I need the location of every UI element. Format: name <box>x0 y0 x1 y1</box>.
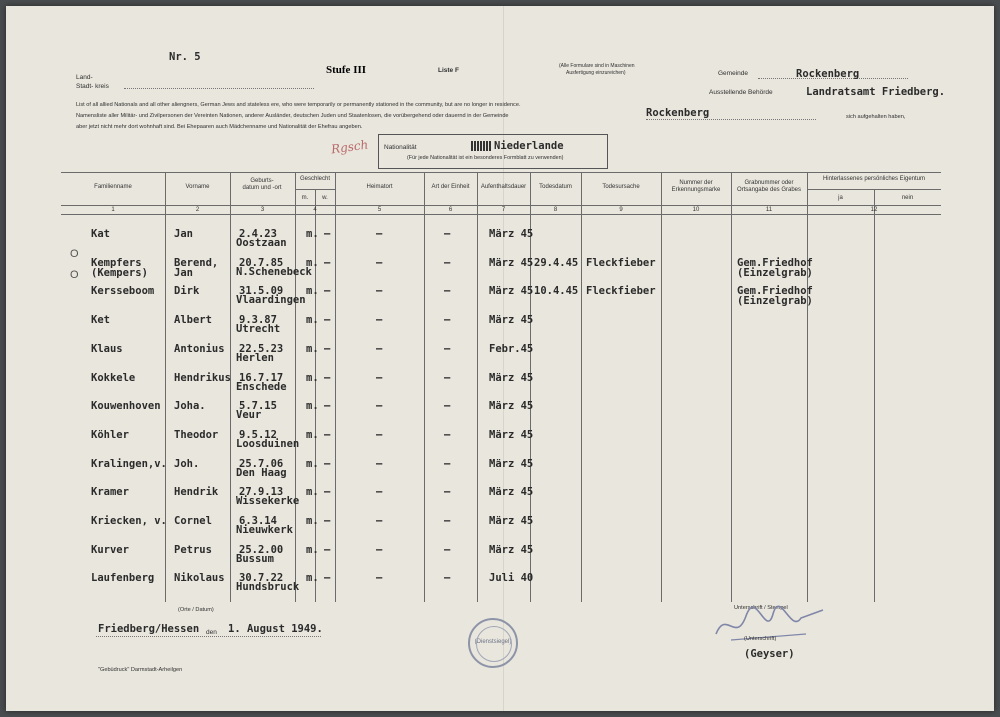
cell-geb: 25.7.06 <box>239 457 284 470</box>
cell-name: Kurver <box>91 543 129 556</box>
cell-heimat: – <box>376 457 383 470</box>
col-header-vorname: Vorname <box>185 184 210 190</box>
cell-heimat: – <box>376 486 383 499</box>
margin-mark: O <box>70 248 79 260</box>
cell-einheit: – <box>444 371 451 384</box>
col-header-familienname: Familienname <box>94 184 132 190</box>
cell-ort: Vlaardingen <box>236 294 306 307</box>
cell-einheit: – <box>444 228 451 240</box>
cell-ort: Veur <box>236 409 262 422</box>
cell-ursache: Fleckfieber <box>586 256 656 269</box>
nationality-label: Nationalität <box>384 144 417 151</box>
cell-vorname: Cornel <box>174 515 212 527</box>
cell-aufenthalt: März 45 <box>489 400 534 413</box>
col-num: 5 <box>377 207 382 213</box>
cell-dash: – <box>324 457 331 470</box>
form-note-1: (Alle Formulare sind in Maschinen <box>559 63 635 69</box>
cell-heimat: – <box>376 428 383 441</box>
cell-heimat: – <box>376 314 383 327</box>
cell-aufenthalt: März 45 <box>489 256 534 269</box>
col-header-eigentum: Hinterlassenes persönliches Eigentum <box>822 176 926 182</box>
signer-name: (Geyser) <box>744 648 795 660</box>
cell-ort: Hundsbruck <box>236 581 300 594</box>
cell-name: Kriecken, v. <box>91 515 167 527</box>
cell-dash: – <box>324 228 331 240</box>
cell-dash: – <box>324 285 331 298</box>
behoerde-label: Ausstellende Behörde <box>709 89 773 96</box>
col-num: 1 <box>111 207 115 213</box>
cell-ort: N.Schenebeck <box>236 265 312 278</box>
cell-name: Köhler <box>91 428 129 441</box>
cell-vorname: Theodor <box>174 428 219 441</box>
cell-name: Kersseboom <box>91 285 155 298</box>
kreis-label: Stadt- kreis <box>76 83 109 90</box>
cell-ort: Den Haag <box>236 466 287 479</box>
cell-heimat: – <box>376 256 383 269</box>
cell-geb: 31.5.09 <box>239 285 284 298</box>
intro-text-en: List of all allied Nationals and all other aliengners, German Jews and stateless ere, who were temporarily or permanently stationed in the community, but are no longer in residence. <box>76 102 521 108</box>
cell-ort: Wissekerke <box>236 495 300 508</box>
cell-einheit: – <box>444 285 451 298</box>
cell-vorname: Berend, <box>174 256 219 269</box>
cell-sex: m. <box>306 543 319 556</box>
cell-geb: 16.7.17 <box>239 371 284 384</box>
cell-ort: Oostzaan <box>236 237 287 249</box>
cell-grab2: (Einzelgrab) <box>737 266 813 279</box>
col-header-erkennungsmarke: Nummer der Erkennungsmarke <box>671 180 721 193</box>
col-num: 8 <box>553 207 558 213</box>
cell-ort: Enschede <box>236 380 287 393</box>
cell-vorname: Nikolaus <box>174 572 225 585</box>
cell-vorname: Jan <box>174 228 193 240</box>
cell-vorname: Albert <box>174 314 212 327</box>
col-header-aufenthalt: Aufenthaltsdauer <box>480 184 527 190</box>
nationality-note: (Für jede Nationalität ist ein besonderes Formblatt zu verwenden) <box>407 155 564 161</box>
col-header-grab: Grabnummer oder Ortsangabe des Grabes <box>736 180 802 193</box>
cell-dash: – <box>324 256 331 269</box>
cell-aufenthalt: März 45 <box>489 515 534 527</box>
cell-grab: Gem.Friedhof <box>737 256 813 269</box>
intro-text-de-2: aber jetzt nicht mehr dort wohnhaft sind. Bei Ehepaaren auch Mädchenname und Nationalität der Ehefrau angeben. <box>76 124 363 130</box>
cell-einheit: – <box>444 457 451 470</box>
cell-dash: – <box>324 572 331 585</box>
nationality-box <box>378 134 608 169</box>
cell-aufenthalt: März 45 <box>489 285 534 298</box>
cell-aufenthalt: März 45 <box>489 371 534 384</box>
liste-label: Liste F <box>438 67 459 74</box>
cell-aufenthalt: März 45 <box>489 314 534 327</box>
cell-geb: 6.3.14 <box>239 515 277 527</box>
cell-heimat: – <box>376 400 383 413</box>
form-note-2: Ausfertigung einzureichen) <box>566 70 626 76</box>
seal-label: (Dienstsiegel) <box>474 639 512 645</box>
cell-tod: 29.4.45 <box>534 256 579 269</box>
cell-dash: – <box>324 428 331 441</box>
document-page <box>6 6 994 711</box>
cell-sex: m. <box>306 400 319 413</box>
cell-name: Kouwenhoven <box>91 400 161 413</box>
cell-dash: – <box>324 543 331 556</box>
cell-dash: – <box>324 371 331 384</box>
printer-note: "Gebüdruck" Darmstadt-Arheilgen <box>98 667 183 673</box>
cell-dash: – <box>324 486 331 499</box>
cell-grab: Gem.Friedhof <box>737 285 813 298</box>
margin-mark: O <box>70 269 79 281</box>
cell-vorname: Hendrikus <box>174 371 231 384</box>
col-num: 4 <box>313 207 317 213</box>
cell-name: Kramer <box>91 486 129 499</box>
col-header-ja: ja <box>838 195 843 201</box>
signature-sub: (Unterschrift) <box>744 636 777 642</box>
cell-sex: m. <box>306 314 319 327</box>
cell-geb: 30.7.22 <box>239 572 284 585</box>
intro-text-end: sich aufgehalten haben, <box>846 114 906 120</box>
stufe-title: Stufe III <box>326 64 367 76</box>
intro-place: Rockenberg <box>646 107 710 119</box>
cell-ort: Utrecht <box>236 323 281 336</box>
cell-vorname2: Jan <box>174 266 193 279</box>
cell-vorname: Joh. <box>174 457 200 470</box>
cell-tod: 10.4.45 <box>534 285 579 298</box>
cell-geb: 27.9.13 <box>239 486 284 499</box>
cell-geb: 9.3.87 <box>239 314 277 327</box>
intro-text-de: Namensliste aller Militär- und Zivilpersonen der Vereinten Nationen, anderer Ausländer, deutschen Juden und Staatenlosen, die vorübergehend oder dauernd in der Gemeinde <box>76 113 509 119</box>
col-header-heimatort: Heimatort <box>366 184 393 190</box>
cell-geb: 2.4.23 <box>239 228 277 240</box>
cell-aufenthalt: Juli 40 <box>489 572 534 585</box>
cell-einheit: – <box>444 314 451 327</box>
cell-name: Kempfers <box>91 256 142 269</box>
col-header-todesdatum: Todesdatum <box>539 184 572 190</box>
gemeinde-label: Gemeinde <box>718 70 748 77</box>
cell-aufenthalt: März 45 <box>489 457 534 470</box>
cell-geb: 20.7.85 <box>239 256 284 269</box>
col-header-geburt: Geburts-datum und -ort <box>242 178 282 191</box>
cell-sex: m. <box>306 256 319 269</box>
footer-den: den <box>206 629 217 636</box>
col-num: 2 <box>195 207 200 213</box>
col-num: 11 <box>765 207 773 213</box>
cell-geb: 25.2.00 <box>239 543 284 556</box>
cell-name: Ket <box>91 314 110 327</box>
cell-dash: – <box>324 314 331 327</box>
cell-einheit: – <box>444 256 451 269</box>
cell-vorname: Joha. <box>174 400 206 413</box>
col-header-w: w. <box>322 195 328 201</box>
col-header-nein: nein <box>901 195 914 201</box>
cell-heimat: – <box>376 572 383 585</box>
col-header-geschlecht: Geschlecht <box>299 176 330 182</box>
col-num: 12 <box>870 207 878 213</box>
cell-einheit: – <box>444 400 451 413</box>
cell-einheit: – <box>444 572 451 585</box>
ort-label: (Orte / Datum) <box>178 607 214 613</box>
cell-einheit: – <box>444 515 451 527</box>
cell-sex: m. <box>306 486 319 499</box>
cell-ort: Bussum <box>236 552 274 565</box>
cell-name: Klaus <box>91 342 123 355</box>
cell-vorname: Petrus <box>174 543 212 556</box>
signature-label: Unterschrift / Stempel <box>734 605 788 611</box>
cell-einheit: – <box>444 428 451 441</box>
cell-aufenthalt: März 45 <box>489 486 534 499</box>
behoerde-value: Landratsamt Friedberg. <box>806 86 946 98</box>
cell-heimat: – <box>376 285 383 298</box>
red-handwriting: Rgsch <box>330 137 370 157</box>
cell-name: Kralingen,v. <box>91 457 167 470</box>
col-num: 7 <box>501 207 506 213</box>
cell-ort: Herlen <box>236 351 274 364</box>
cell-vorname: Antonius <box>174 342 225 355</box>
cell-heimat: – <box>376 543 383 556</box>
cell-aufenthalt: Febr.45 <box>489 342 534 355</box>
cell-name: Kokkele <box>91 371 136 384</box>
cell-dash: – <box>324 400 331 413</box>
cell-ursache: Fleckfieber <box>586 285 656 298</box>
cell-einheit: – <box>444 543 451 556</box>
cell-sex: m. <box>306 285 319 298</box>
cell-aufenthalt: März 45 <box>489 543 534 556</box>
col-header-einheit: Art der Einheit <box>431 184 470 190</box>
cell-name: Laufenberg <box>91 572 155 585</box>
col-header-m: m. <box>301 195 309 201</box>
cell-sex: m. <box>306 515 319 527</box>
cell-vorname: Hendrik <box>174 486 219 499</box>
cell-name: Kat <box>91 228 110 240</box>
cell-einheit: – <box>444 486 451 499</box>
col-num: 9 <box>619 207 623 213</box>
cell-heimat: – <box>376 371 383 384</box>
cell-dash: – <box>324 342 331 355</box>
cell-aufenthalt: März 45 <box>489 428 534 441</box>
cell-dash: – <box>324 515 331 527</box>
footer-place: Friedberg/Hessen <box>98 623 200 635</box>
cell-sex: m. <box>306 342 319 355</box>
col-header-todesursache: Todesursache <box>602 184 640 190</box>
cell-geb: 22.5.23 <box>239 342 284 355</box>
cell-geb: 9.5.12 <box>239 428 277 441</box>
col-num: 10 <box>692 207 700 213</box>
cell-sex: m. <box>306 457 319 470</box>
cell-heimat: – <box>376 515 383 527</box>
land-label: Land- <box>76 74 93 81</box>
official-seal <box>468 618 518 668</box>
col-num: 3 <box>260 207 265 213</box>
cell-vorname: Dirk <box>174 285 200 298</box>
cell-sex: m. <box>306 371 319 384</box>
cell-sex: m. <box>306 428 319 441</box>
cell-einheit: – <box>444 342 451 355</box>
cell-grab2: (Einzelgrab) <box>737 295 813 308</box>
cell-heimat: – <box>376 228 383 240</box>
footer-date: 1. August 1949. <box>228 623 323 635</box>
cell-name2: (Kempers) <box>91 266 148 279</box>
col-num: 6 <box>448 207 453 213</box>
cell-sex: m. <box>306 572 319 585</box>
cell-geb: 5.7.15 <box>239 400 277 413</box>
cell-aufenthalt: März 45 <box>489 228 534 240</box>
cell-heimat: – <box>376 342 383 355</box>
list-number: Nr. 5 <box>169 51 201 63</box>
cell-sex: m. <box>306 228 319 240</box>
cell-ort: Nieuwkerk <box>236 524 293 536</box>
cell-ort: Loosduinen <box>236 437 300 450</box>
gemeinde-value: Rockenberg <box>796 68 860 80</box>
nationality-value: Niederlande <box>494 140 564 152</box>
